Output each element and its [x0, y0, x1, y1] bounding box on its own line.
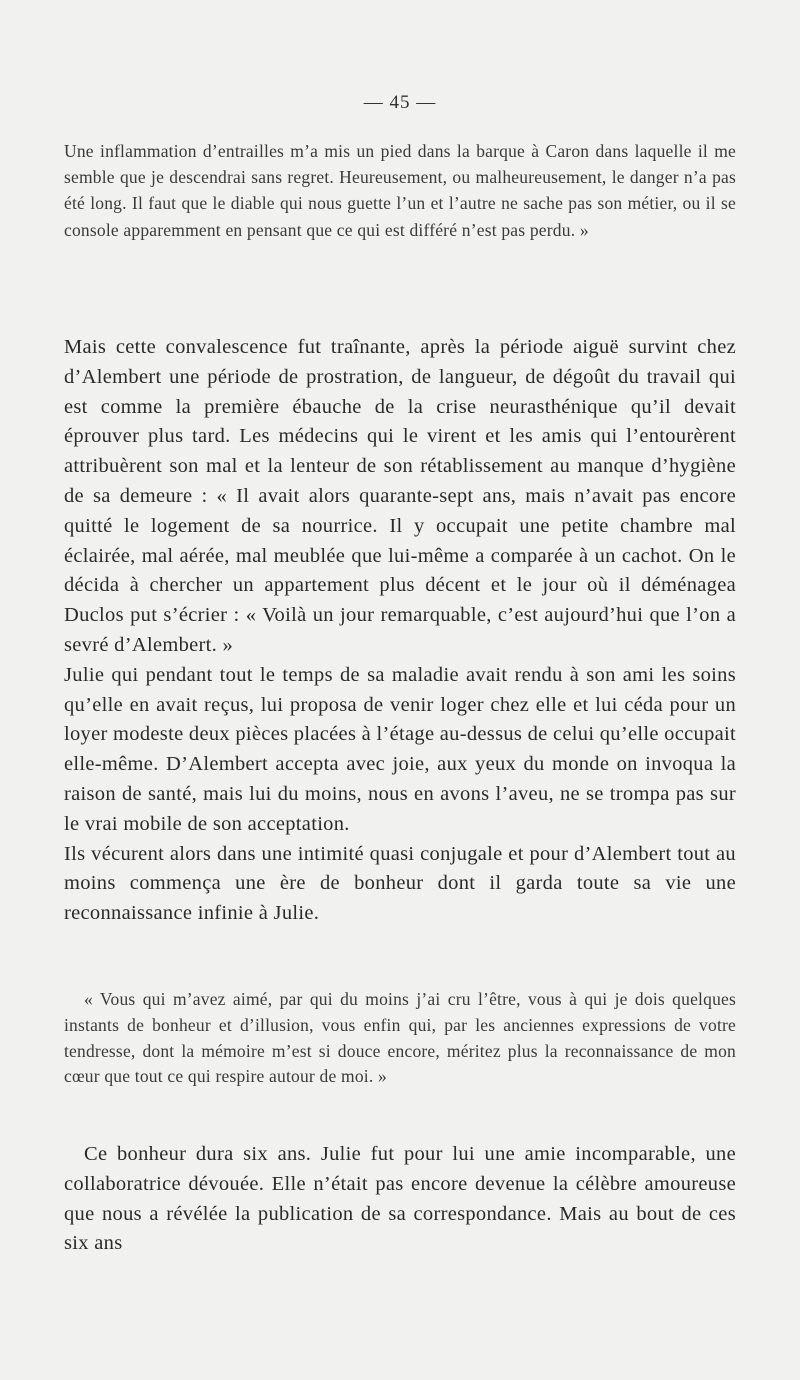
main-text: [64, 333, 736, 929]
paragraph-happiness: Ce bonheur dura six ans. Julie fut pour lui une amie incomparable, une collaboratrice dévouée. Elle n’était pas encore devenue la célèbre amoureuse que nous a révélée la publication de sa correspondance. Mais au bout de ces six ans: [64, 1143, 736, 1255]
page-number: — 45 —: [363, 92, 437, 113]
quoted-letter-excerpt: Une inflammation d’entrailles m’a mis un pied dans la barque à Caron dans laquelle il me semble que je descendrai sans regret. Heureusement, ou malheureusement, le danger n’a pas été long. Il faut que le diable qui nous guette l’un et l’autre ne sache pas son métier, ou il se console apparemment en pensant que ce qui est différé n’est pas perdu. »: [64, 141, 736, 240]
paragraph-julie: Julie qui pendant tout le temps de sa maladie avait rendu à son ami les soins qu’elle en avait reçus, lui proposa de venir loger chez elle et lui céda pour un loyer modeste deux pièces placées à l’étage au-dessus de celui qu’elle occupait elle-même. D’Alembert accepta avec joie, aux yeux du monde on invoqua la raison de santé, mais lui du moins, nous en avons l’aveu, ne se trompa pas sur le vrai mobile de son acceptation.: [64, 663, 737, 835]
quoted-letter-gratitude: « Vous qui m’avez aimé, par qui du moins j’ai cru l’être, vous à qui je dois quelques instants de bonheur et d’illusion, vous enfin qui, par les anciennes expressions de votre tendresse, dont la mémoire m’est si douce encore, méritez plus la reconnaissance de mon cœur que tout ce qui respire autour de moi. »: [64, 989, 736, 1087]
paragraph-intimacy: Ils vécurent alors dans une intimité quasi conjugale et pour d’Alembert tout au moins commença une ère de bonheur dont il garda toute sa vie une reconnaissance infinie à Julie.: [64, 842, 736, 925]
paragraph-convalescence: Mais cette convalescence fut traînante, après la période aiguë survint chez d’Alembert une période de prostration, de langueur, de dégoût du travail qui est comme la première ébauche de la crise neurasthénique qu’il devait éprouver plus tard. Les médecins qui le virent et les amis qui l’entourèrent attribuèrent son mal et la lenteur de son rétablissement au manque d’hygiène de sa demeure : « Il avait alors quarante-sept ans, mais n’avait pas encore quitté le logement de sa nourrice. Il y occupait une petite chambre mal éclairée, mal aérée, mal meublée que lui-même a comparée à un cachot. On le décida à chercher un appartement plus décent et le jour où il déménagea Duclos put s’écrier : « Voilà un jour remarquable, c’est aujourd’hui que l’on a sevré d’Alembert. »: [64, 336, 736, 656]
